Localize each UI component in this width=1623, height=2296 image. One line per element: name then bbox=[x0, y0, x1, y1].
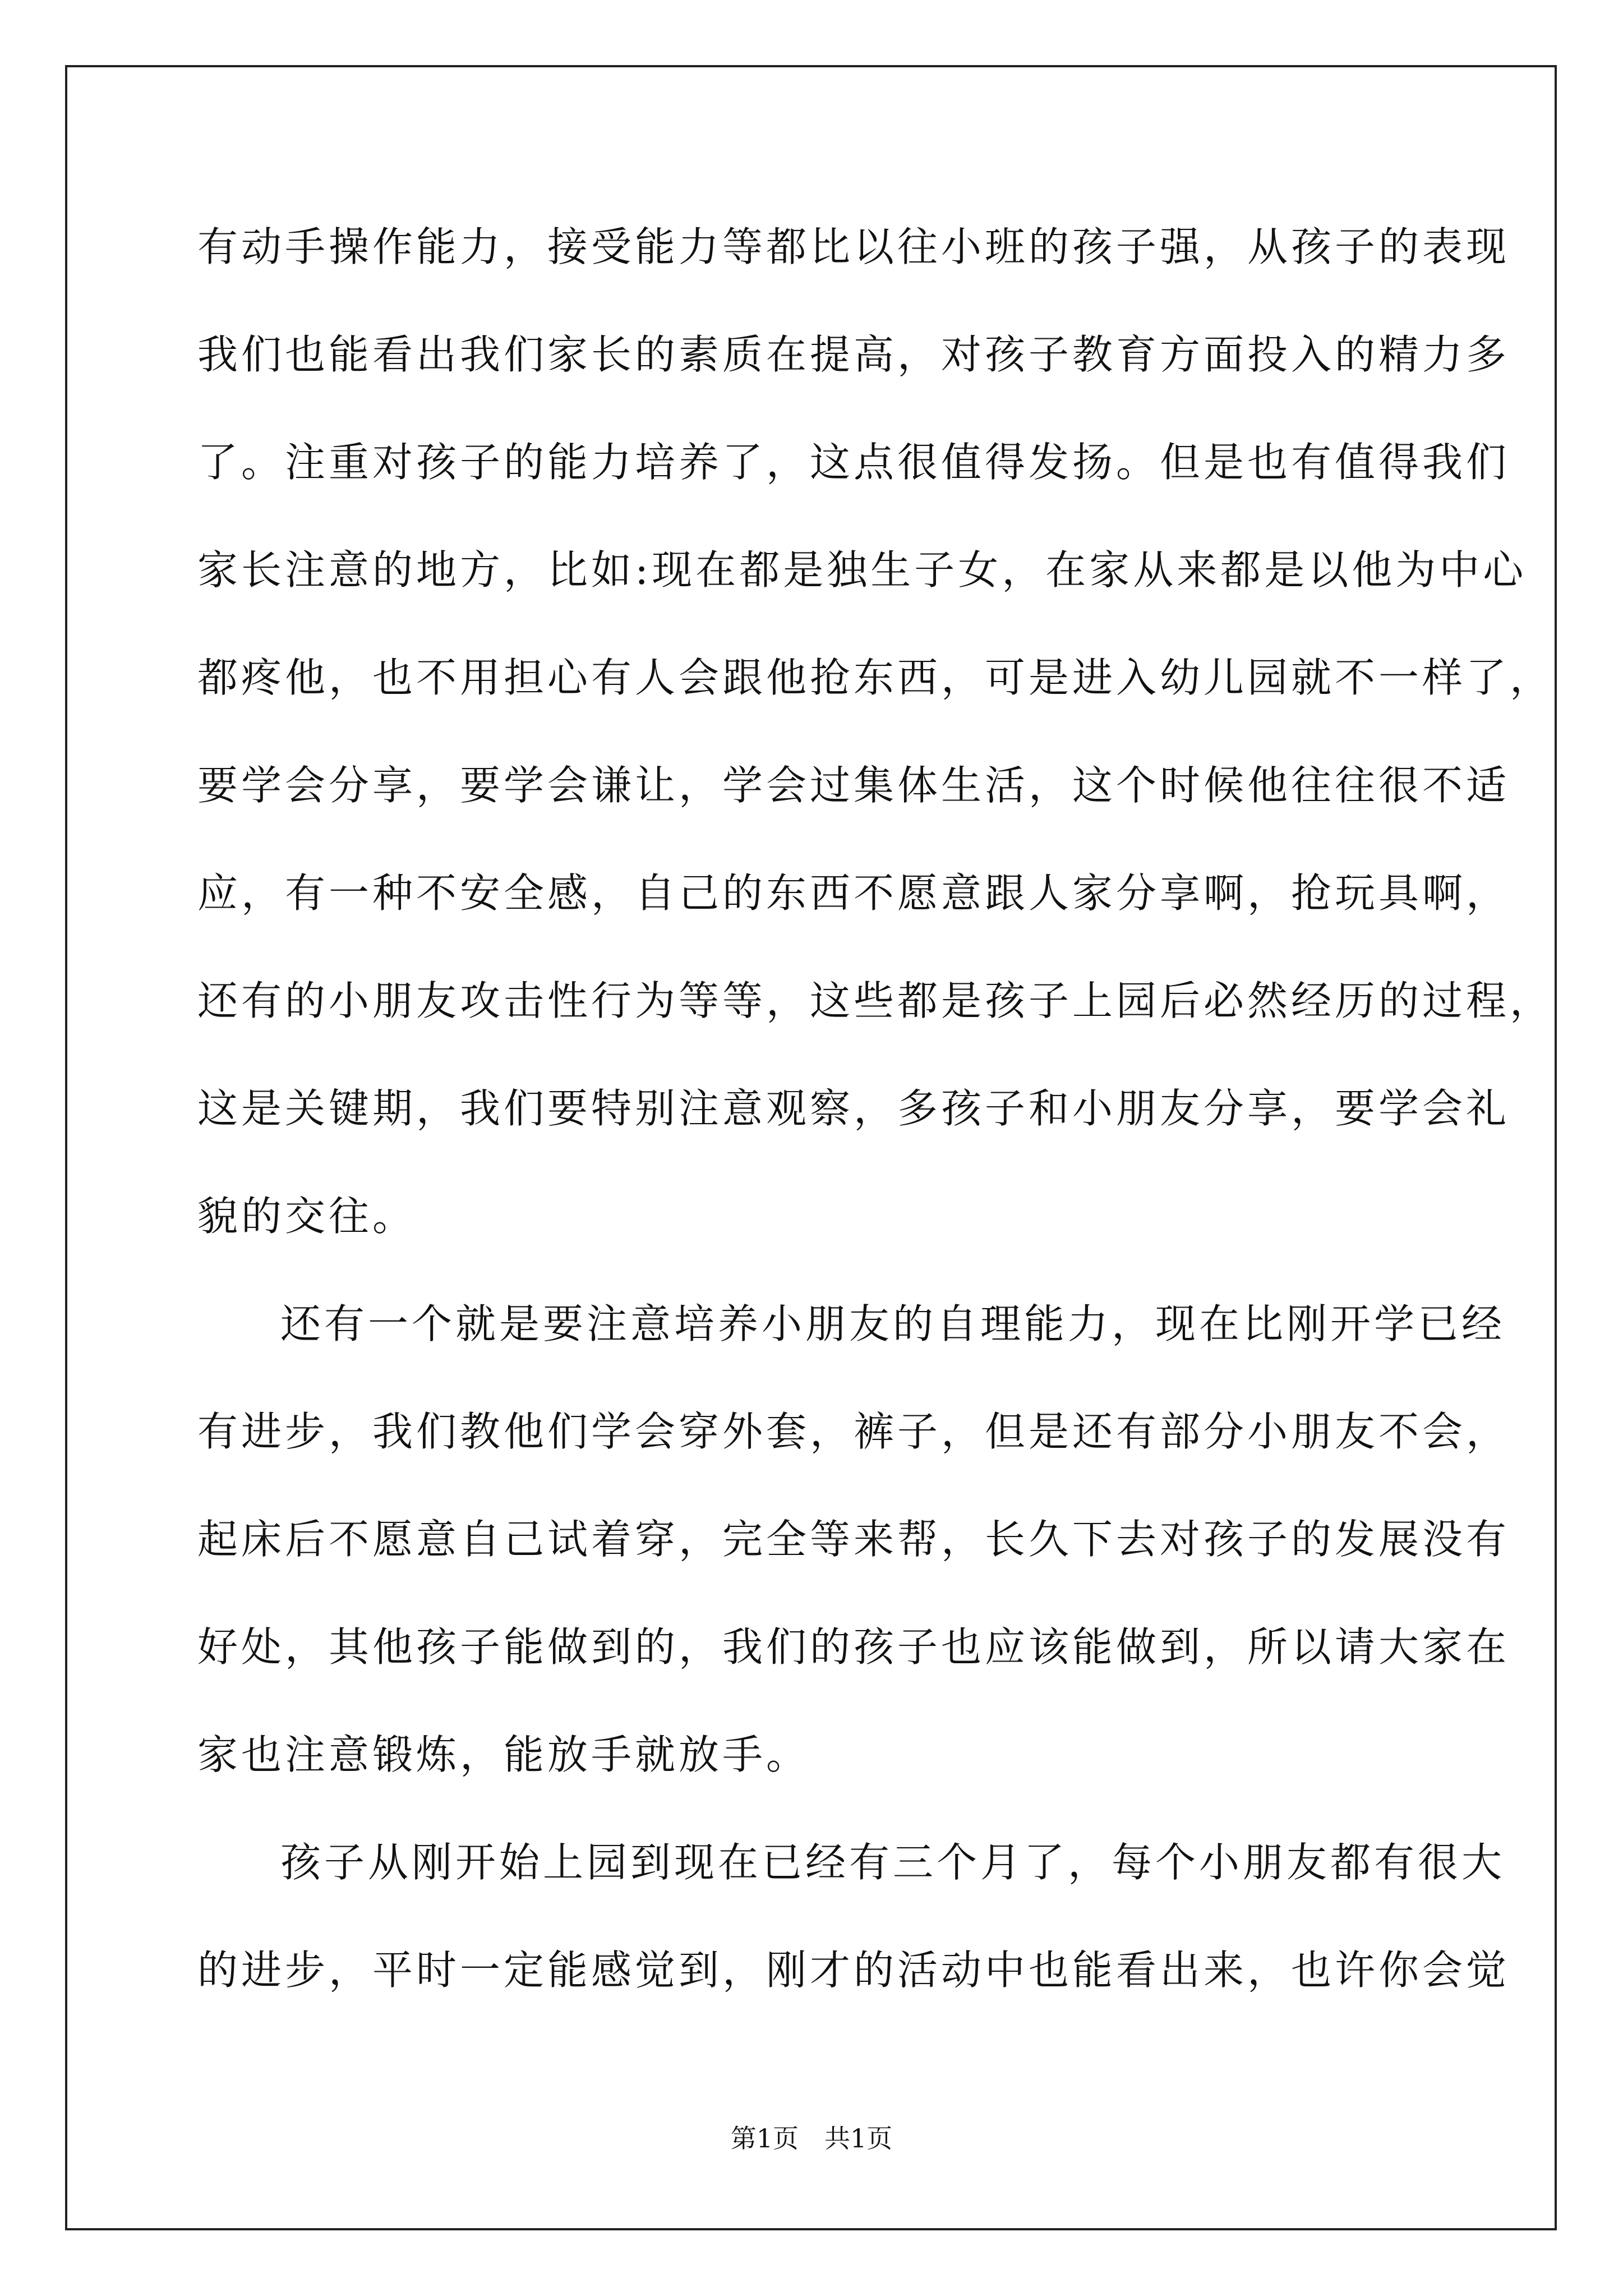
text-line: 家长注意的地方，比如:现在都是独生子女，在家从来都是以他为中心 bbox=[197, 546, 1527, 593]
text-line: 貌的交往。 bbox=[197, 1193, 417, 1240]
text-line: 的进步，平时一定能感觉到，刚才的活动中也能看出来，也许你会觉 bbox=[197, 1947, 1510, 1994]
text-line: 有动手操作能力，接受能力等都比以往小班的孩子强，从孩子的表现 bbox=[197, 223, 1510, 270]
document-body bbox=[197, 213, 1554, 2044]
text-line: 这是关键期，我们要特别注意观察，多孩子和小朋友分享，要学会礼 bbox=[197, 1085, 1510, 1132]
text-line-indented: 还有一个就是要注意培养小朋友的自理能力，现在比刚开学已经 bbox=[280, 1300, 1506, 1347]
text-line: 都疼他，也不用担心有人会跟他抢东西，可是进入幼儿园就不一样了， bbox=[197, 654, 1554, 701]
text-line: 了。注重对孩子的能力培养了，这点很值得发扬。但是也有值得我们 bbox=[197, 439, 1510, 486]
text-line: 还有的小朋友攻击性行为等等，这些都是孩子上园后必然经历的过程， bbox=[197, 977, 1554, 1024]
text-line: 应，有一种不安全感，自己的东西不愿意跟人家分享啊，抢玩具啊， bbox=[197, 869, 1510, 917]
text-line: 好处，其他孩子能做到的，我们的孩子也应该能做到，所以请大家在 bbox=[197, 1623, 1510, 1671]
text-line: 家也注意锻炼，能放手就放手。 bbox=[197, 1731, 810, 1778]
page-number-footer: 第1页 共1页 bbox=[730, 2123, 893, 2154]
text-line: 起床后不愿意自己试着穿，完全等来帮，长久下去对孩子的发展没有 bbox=[197, 1516, 1510, 1563]
text-line: 有进步，我们教他们学会穿外套，裤子，但是还有部分小朋友不会， bbox=[197, 1408, 1510, 1455]
text-line: 我们也能看出我们家长的素质在提高，对孩子教育方面投入的精力多 bbox=[197, 331, 1510, 378]
text-line: 要学会分享，要学会谦让，学会过集体生活，这个时候他往往很不适 bbox=[197, 762, 1510, 809]
text-line-indented: 孩子从刚开始上园到现在已经有三个月了，每个小朋友都有很大 bbox=[280, 1839, 1506, 1886]
